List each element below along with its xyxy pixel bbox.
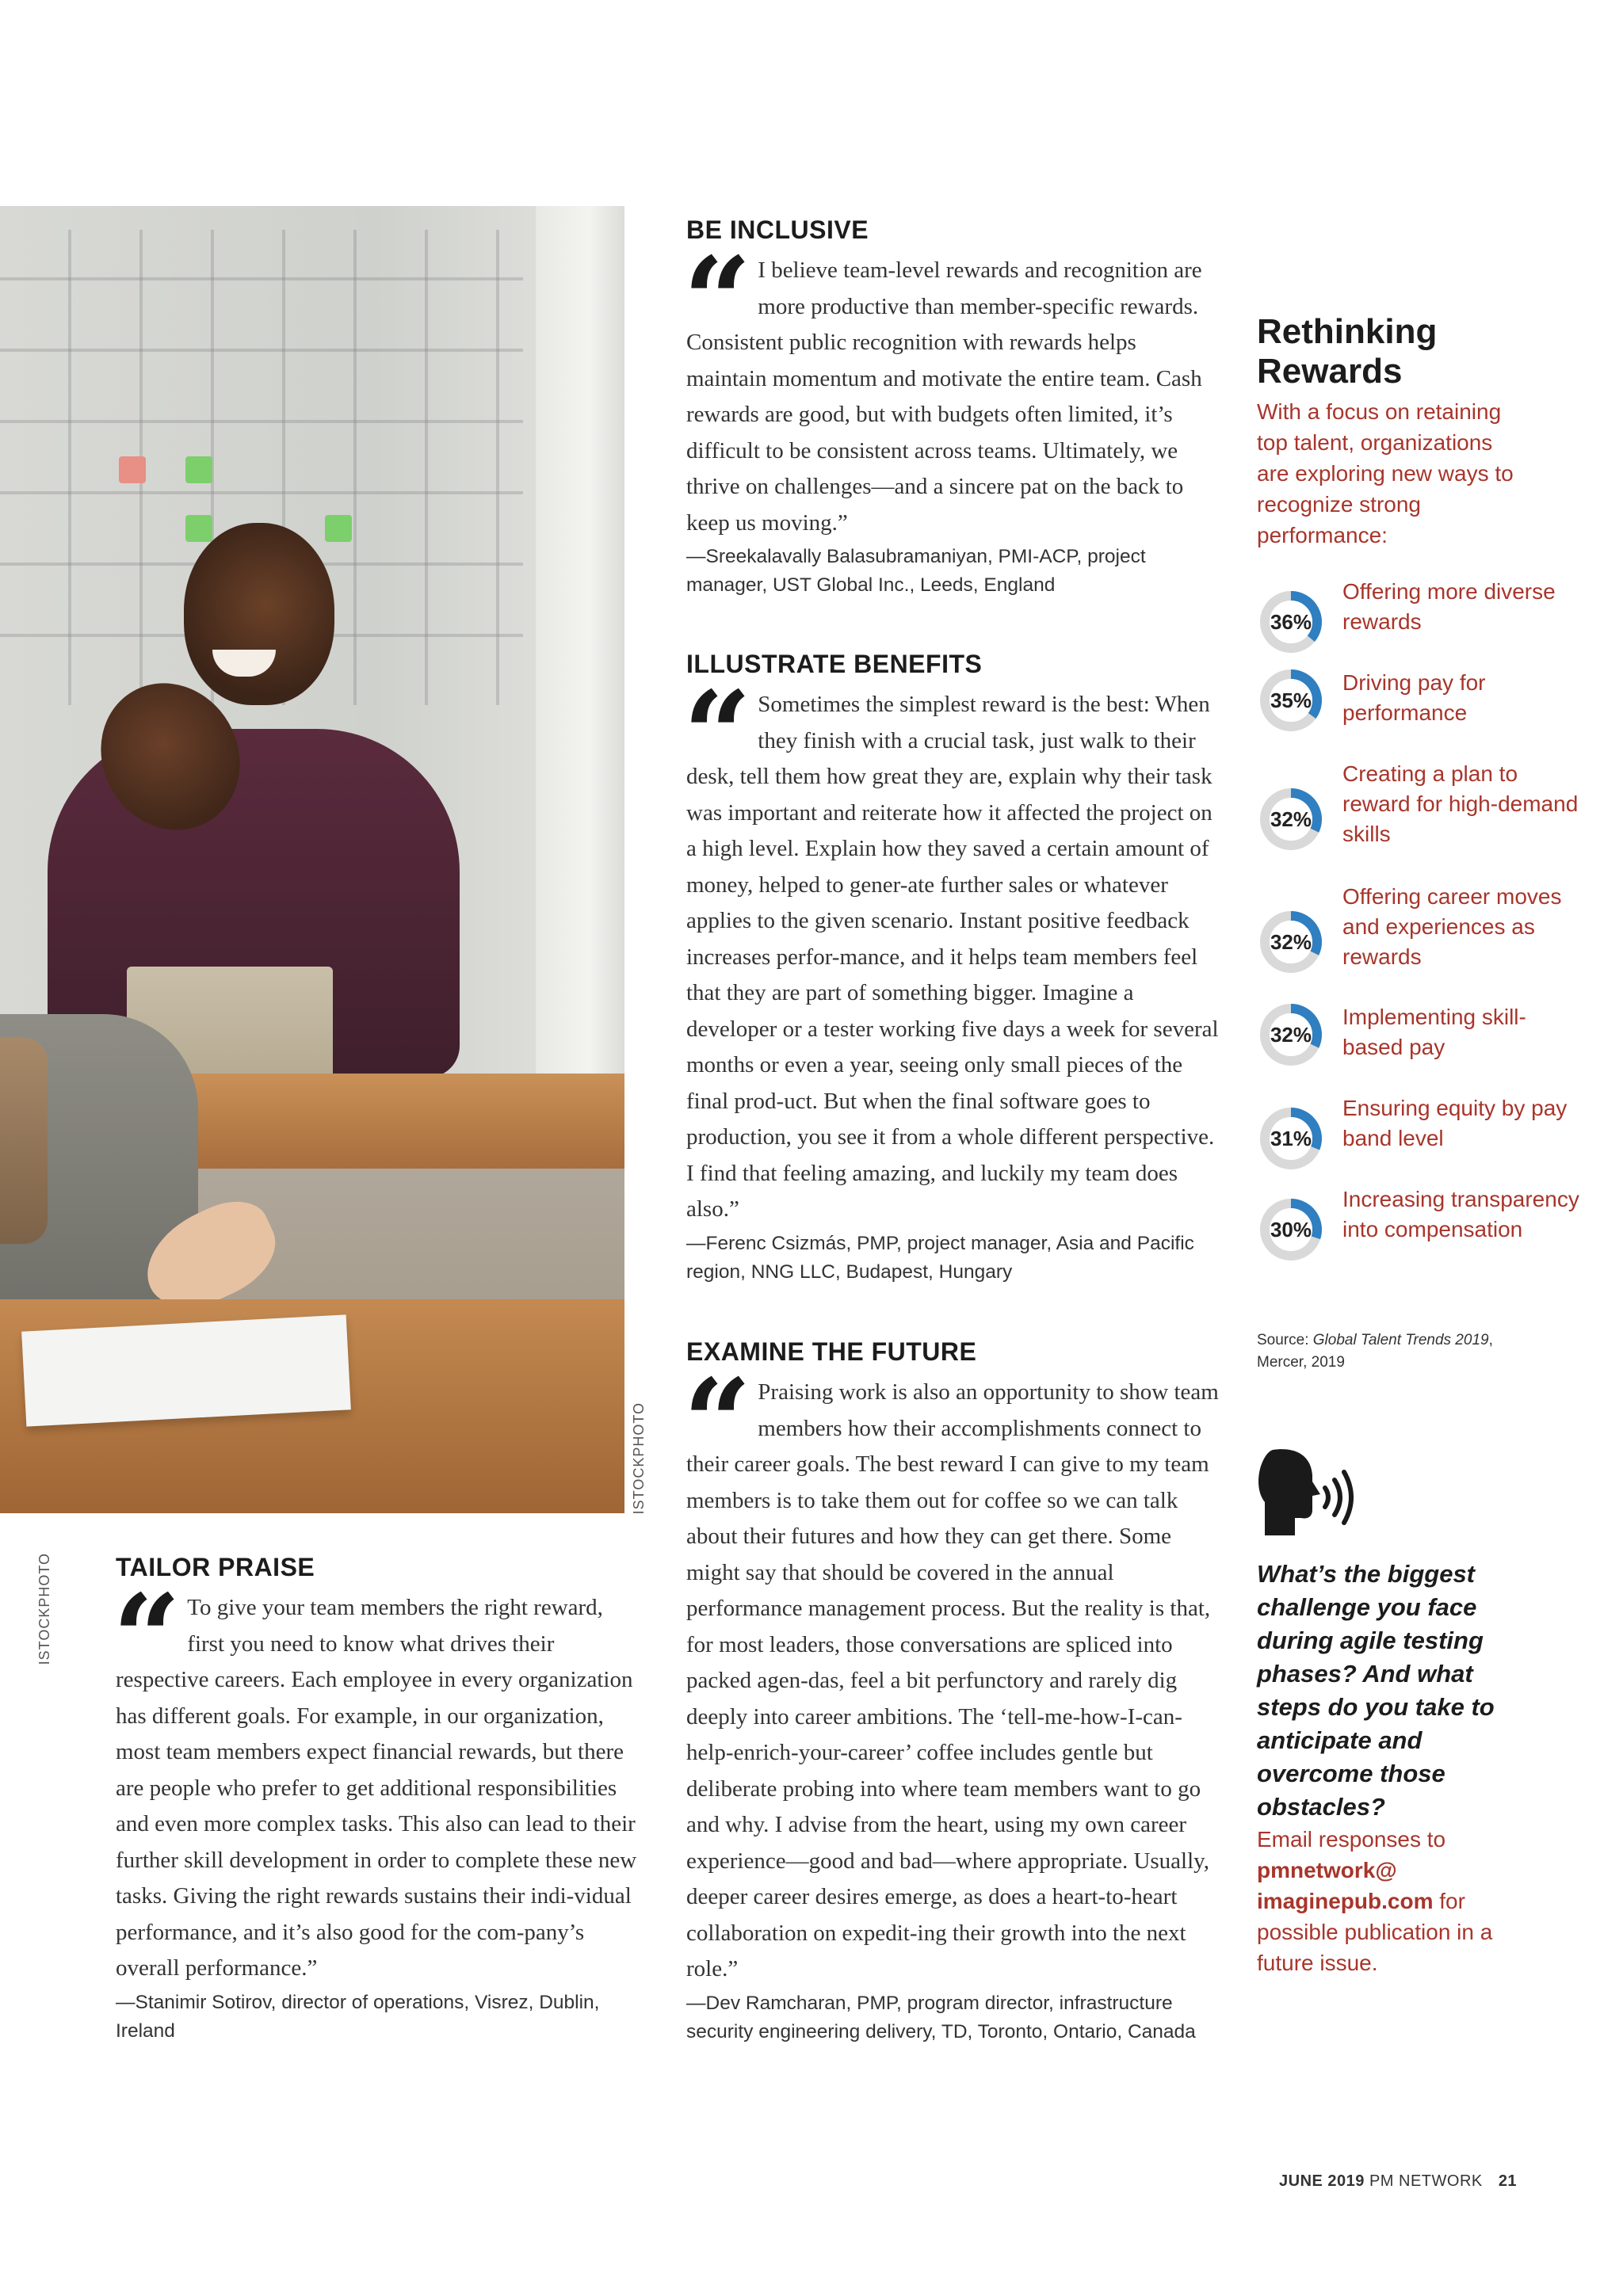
photo-credit: ISTOCKPHOTO: [36, 1553, 52, 1665]
donut-percent-label: 36%: [1270, 610, 1312, 634]
callout-email: [1257, 1824, 1503, 1978]
donut-percent-label: 31%: [1270, 1127, 1312, 1150]
photo-man-head: [184, 523, 334, 705]
email-address-link[interactable]: pmnetwork@ imaginepub.com: [1257, 1858, 1434, 1913]
photo-credit: ISTOCKPHOTO: [631, 1402, 647, 1515]
stat-label: Offering more diverse rewards: [1342, 579, 1556, 634]
quote-mark-icon: “: [683, 231, 752, 371]
page-number: 21: [1498, 2172, 1518, 2190]
quote-attribution: —Sreekalavally Balasubramaniyan, PMI-ACP, project manager, UST Global Inc., Leeds, England: [686, 546, 1146, 596]
quote-text: To give your team members the right reward, first you need to know what drives their respective careers. Each employee in every organization has different goals. For example, in our organization, most team members expect financial rewards, but there are people who prefer to get additional responsibilities and even more complex tasks. This also can lead to their further skill development in order to complete these new tasks. Giving the right rewards sustains their indi-vidual performance, and it’s also good for the com-pany’s overall performance.”: [116, 1595, 637, 1981]
donut-percent-label: 32%: [1270, 1023, 1312, 1047]
callout-question: What’s the biggest challenge you face during agile testing phases? And what steps do you take to anticipate and overcome those obstacles?: [1257, 1560, 1495, 1821]
stat-label: Ensuring equity by pay band level: [1342, 1096, 1568, 1150]
source-prefix: Source:: [1257, 1332, 1313, 1348]
stat-label: Offering career moves and experiences as rewards: [1342, 884, 1562, 969]
section-be-inclusive: [683, 215, 1219, 600]
quote-attribution: —Dev Ramcharan, PMP, program director, infrastructure security engineering delivery, TD, Toronto, Ontario, Canada: [686, 1992, 1196, 2042]
stat-label: Implementing skill-based pay: [1342, 1005, 1526, 1059]
stat-label: Driving pay for performance: [1342, 670, 1486, 725]
quote-mark-icon: “: [113, 1569, 181, 1708]
section-heading: BE INCLUSIVE: [686, 215, 869, 244]
donut-percent-label: 32%: [1270, 930, 1312, 954]
quote-mark-icon: “: [683, 666, 752, 805]
donut-percent-label: 32%: [1270, 807, 1312, 831]
speaking-head-icon: [1257, 1447, 1368, 1542]
quote-text: Sometimes the simplest reward is the best: When they finish with a crucial task, just walk to their desk, tell them how great they are, explain why their task was important and reiterate how it affected the project on a high level. Explain how they saved a certain amount of money, helped to gener-ate further sales or whatever applies to the given scenario. Instant positive feedback increases perfor-mance, and it helps team members feel that they are part of something bigger. Imagine a developer or a tester working five days a week for several months or even a year, seeing only small pieces of the final prod-uct. But when the final software goes to production, you see it from a whole different perspective. I find that feeling amazing, and luckily my team does also.”: [686, 692, 1219, 1222]
sidebar-intro: With a focus on retaining top talent, organizations are exploring new ways to recognize strong performance:: [1257, 399, 1514, 547]
donut-percent-label: 30%: [1270, 1218, 1312, 1241]
section-tailor-praise: [113, 1553, 645, 2046]
email-intro: Email responses to: [1257, 1827, 1446, 1852]
sticky-note: [185, 515, 212, 542]
chart-source: [1257, 1329, 1518, 1374]
stat-label: Increasing transparency into compensation: [1342, 1187, 1579, 1241]
quote-attribution: —Stanimir Sotirov, director of operations, Visrez, Dublin, Ireland: [116, 1991, 600, 2042]
article-photo: [0, 206, 624, 1513]
stat-label: Creating a plan to reward for high-demand skills: [1342, 761, 1579, 846]
quote-attribution: —Ferenc Csizmás, PMP, project manager, Asia and Pacific region, NNG LLC, Budapest, Hungary: [686, 1232, 1194, 1283]
sticky-note: [325, 515, 352, 542]
page-footer: [1279, 2172, 1517, 2191]
footer-date: JUNE 2019: [1279, 2172, 1365, 2190]
email-outro: for possible publication in a future issue.: [1257, 1889, 1493, 1975]
photo-woman-hair: [0, 1038, 48, 1244]
section-illustrate-benefits: [683, 650, 1219, 1287]
section-heading: EXAMINE THE FUTURE: [686, 1337, 977, 1366]
quote-text: Praising work is also an opportunity to show team members how their accomplishments connect to their career goals. The best reward I can give to my team members is to take them out for coffee so we can talk about their futures and how they can get there. Some might say that should be covered in the annual performance management process. But the reality is that, for most leaders, those conversations are spliced into packed agen-das, feel a bit perfunctory and rarely dig deeply into career ambitions. The ‘tell-me-how-I-can-help-enrich-your-career’ coffee includes gentle but deliberate probing into where team members want to go and why. I advise from the heart, using my own career experience—good and bad—where appropriate. Usually, deeper career desires emerge, as does a heart-to-heart collaboration on expedit-ing their growth into the next role.”: [686, 1379, 1219, 1981]
quote-text: I believe team-level rewards and recognition are more productive than member-specific rewards. Consistent public recognition with rewards helps maintain momentum and motivate the entire team. Cash rewards are good, but with budgets often limited, it’s difficult to be consistent across teams. Ultimately, we thrive on challenges—and a sincere pat on the back to keep us moving.”: [686, 257, 1202, 536]
donut-percent-label: 35%: [1270, 688, 1312, 712]
footer-magazine: PM NETWORK: [1369, 2172, 1483, 2190]
section-examine-the-future: [683, 1337, 1219, 2046]
source-suffix: , Mercer, 2019: [1257, 1332, 1493, 1371]
sidebar-title: Rethinking Rewards: [1257, 312, 1438, 391]
quote-mark-icon: “: [683, 1353, 752, 1493]
sticky-note: [185, 456, 212, 483]
section-heading: ILLUSTRATE BENEFITS: [686, 650, 983, 678]
source-title: Global Talent Trends 2019: [1312, 1332, 1489, 1348]
photo-pillar: [536, 206, 624, 1077]
photo-papers: [21, 1314, 351, 1426]
section-heading: TAILOR PRAISE: [116, 1553, 315, 1581]
sticky-note: [119, 456, 146, 483]
